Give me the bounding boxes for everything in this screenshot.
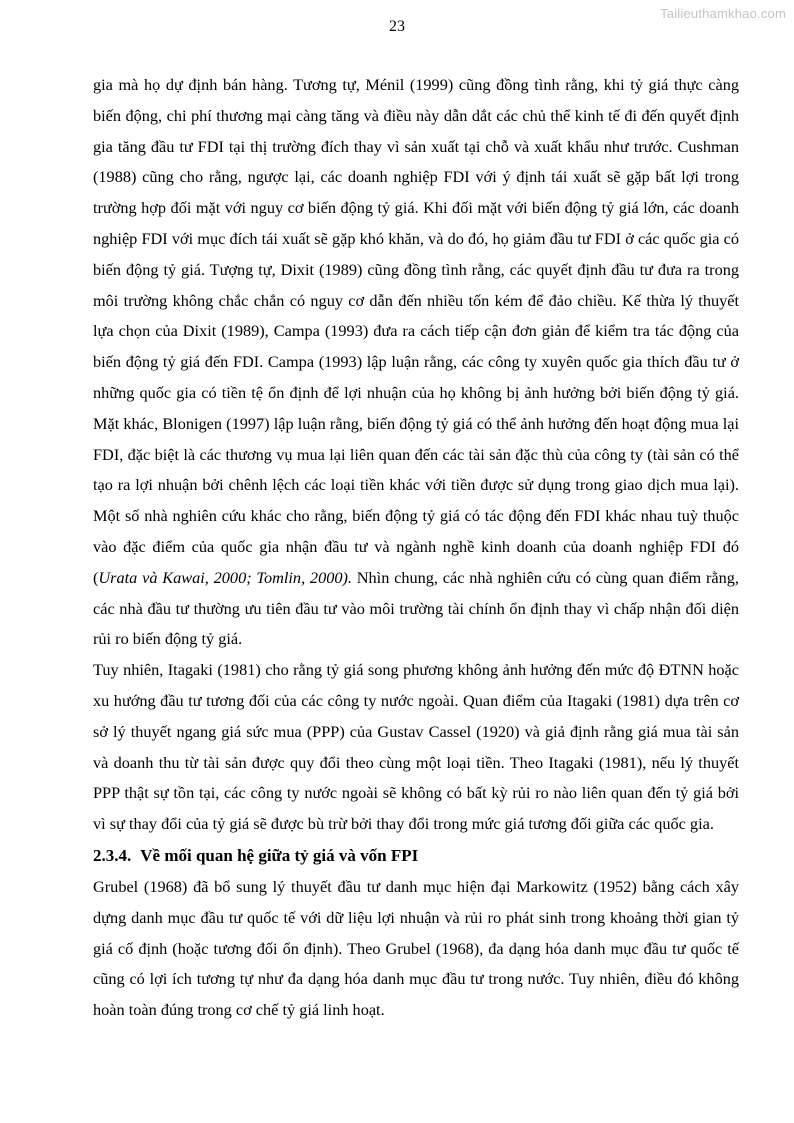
- citation: Urata và Kawai, 2000; Tomlin, 2000).: [98, 567, 352, 587]
- page-number: 23: [389, 18, 405, 35]
- section-title: Về mối quan hệ giữa tỷ giá và vốn FPI: [140, 845, 419, 865]
- section-number: 2.3.4.: [93, 845, 132, 865]
- paragraph-fdi-exchange-rate: [93, 70, 739, 655]
- body-text: [93, 70, 739, 1026]
- paragraph-text: Nhìn chung, các nhà nghiên cứu có cùng quan điểm rằng, các nhà đầu tư thường ưu tiên đầu tư vào môi trường tài chính ổn định thay vì chấp nhận đối diện rủi ro biến động tỷ giá.: [93, 567, 739, 649]
- paragraph-itagaki: Tuy nhiên, Itagaki (1981) cho rằng tỷ giá song phương không ảnh hưởng đến mức độ ĐTNN hoặc xu hướng đầu tư tương đối của các công ty nước ngoài. Quan điểm của Itagaki (1981) dựa trên cơ sở lý thuyết ngang giá sức mua (PPP) của Gustav Cassel (1920) và giả định rằng giá mua tài sản và doanh thu từ tài sản được quy đổi theo cùng một loại tiền. Theo Itagaki (1981), nếu lý thuyết PPP thật sự tồn tại, các công ty nước ngoài sẽ không có bất kỳ rủi ro nào liên quan đến tỷ giá bởi vì sự thay đổi của tỷ giá sẽ được bù trừ bởi thay đổi trong mức giá tương đối giữa các quốc gia.: [93, 660, 739, 834]
- paragraph-text: gia mà họ dự định bán hàng. Tương tự, Ménil (1999) cũng đồng tình rằng, khi tỷ giá thực càng biến động, chi phí thương mại càng tăng và điều này dẫn dắt các chủ thể kinh tế đi đến quyết định gia tăng đầu tư FDI tại thị trường đích thay vì sản xuất tại chỗ và xuất khẩu như trước. Cushman (1988) cũng cho rằng, ngược lại, các doanh nghiệp FDI với ý định tái xuất sẽ gặp bất lợi trong trường hợp đối mặt với nguy cơ biến động tỷ giá. Khi đối mặt với biến động tỷ giá lớn, các doanh nghiệp FDI với mục đích tái xuất sẽ gặp khó khăn, và do đó, họ giảm đầu tư FDI ở các quốc gia có biến động tỷ giá. Tượng tự, Dixit (1989) cũng đồng tình rằng, các quyết định đầu tư đưa ra trong môi trường không chắc chắn có nguy cơ dẫn đến nhiều tốn kém để đảo chiều. Kế thừa lý thuyết lựa chọn của Dixit (1989), Campa (1993) đưa ra cách tiếp cận đơn giản để kiểm tra tác động của biến động tỷ giá đến FDI. Campa (1993) lập luận rằng, các công ty xuyên quốc gia thích đầu tư ở những quốc gia có tiền tệ ổn định để lợi nhuận của họ không bị ảnh hưởng bởi biến động tỷ giá. Mặt khác, Blonigen (1997) lập luận rằng, biến động tỷ giá có thể ảnh hưởng đến hoạt động mua lại FDI, đặc biệt là các thương vụ mua lại liên quan đến các tài sản đặc thù của công ty (tài sản có thể tạo ra lợi nhuận bởi chênh lệch các loại tiền khác với tiền được sử dụng trong giao dịch mua lại). Một số nhà nghiên cứu khác cho rằng, biến động tỷ giá có tác động đến FDI khác nhau tuỳ thuộc vào đặc điểm của quốc gia nhận đầu tư và ngành nghề kinh doanh của doanh nghiệp FDI đó (: [93, 75, 739, 587]
- watermark: Tailieuthamkhao.com: [660, 6, 786, 21]
- section-heading: [93, 840, 739, 872]
- paragraph-grubel: Grubel (1968) đã bổ sung lý thuyết đầu tư danh mục hiện đại Markowitz (1952) bằng cách xây dựng danh mục đầu tư quốc tế với dữ liệu lợi nhuận và rủi ro phát sinh trong khoảng thời gian tỷ giá cố định (hoặc tương đối ổn định). Theo Grubel (1968), đa dạng hóa danh mục đầu tư quốc tế cũng có lợi ích tương tự như đa dạng hóa danh mục đầu tư trong nước. Tuy nhiên, điều đó không hoàn toàn đúng trong cơ chế tỷ giá linh hoạt.: [93, 876, 739, 1020]
